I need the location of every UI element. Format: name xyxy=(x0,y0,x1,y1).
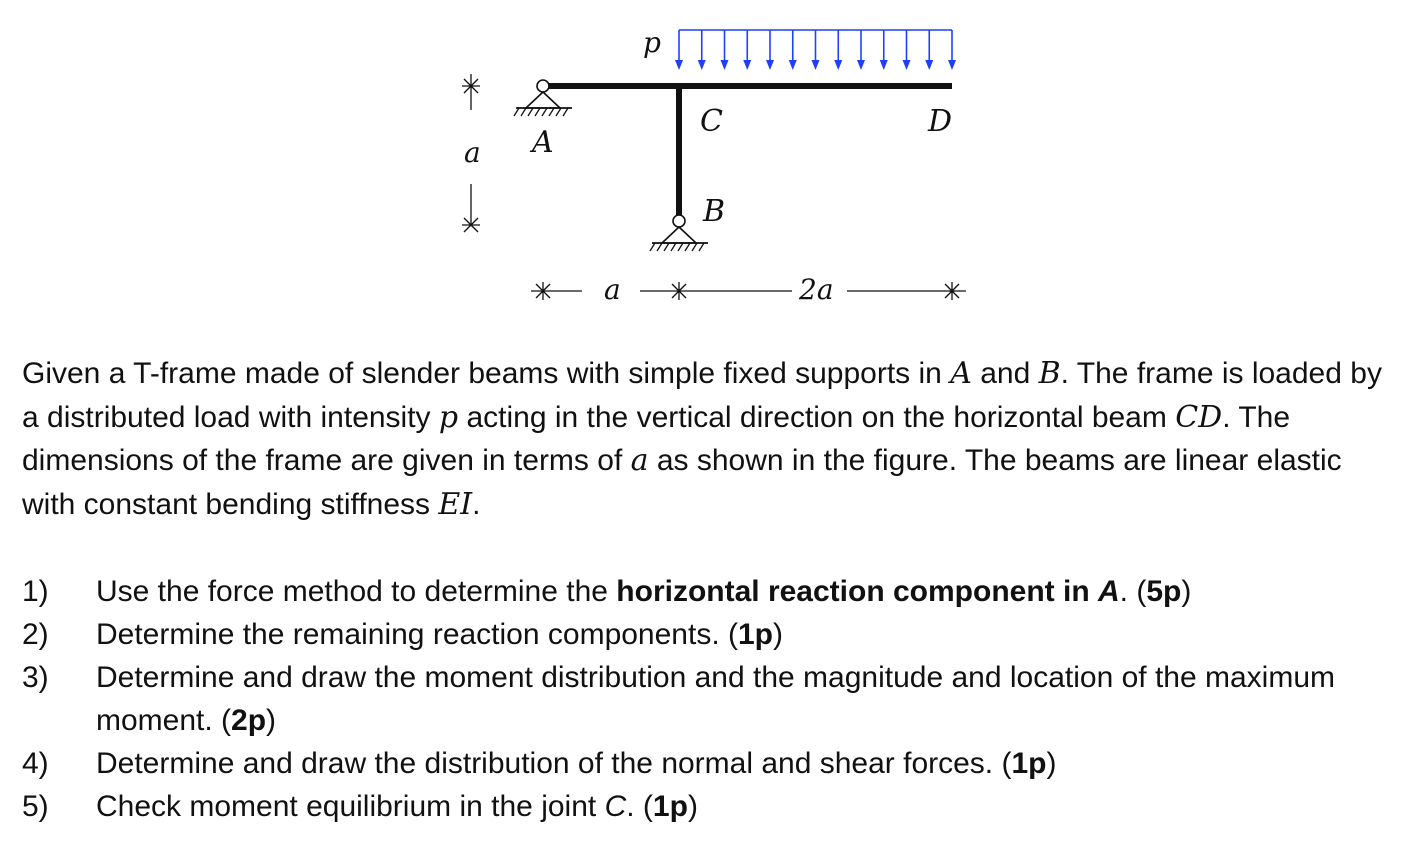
label-A: A xyxy=(532,125,554,160)
load-arrow-icon xyxy=(698,30,706,70)
support-B-icon xyxy=(650,215,708,251)
load-arrow-icon xyxy=(675,30,683,70)
load-arrow-icon xyxy=(857,30,865,70)
load-arrow-icon xyxy=(743,30,751,70)
task-item: 2) Determine the remaining reaction components. (1p) xyxy=(22,618,783,651)
load-arrow-icon xyxy=(721,30,729,70)
load-arrow-icon xyxy=(880,30,888,70)
load-arrow-icon xyxy=(834,30,842,70)
load-label: p xyxy=(643,26,661,59)
label-B: B xyxy=(703,194,726,229)
dim-horizontal-right-label: 2a xyxy=(799,273,834,306)
task-item: 4) Determine and draw the distribution of the normal and shear forces. (1p) xyxy=(22,747,1057,780)
dimension-horizontal xyxy=(531,282,966,300)
task-list xyxy=(22,570,1392,828)
load-arrow-icon xyxy=(789,30,797,70)
label-D: D xyxy=(928,104,953,139)
distributed-load xyxy=(675,30,956,70)
frame-figure xyxy=(0,0,1406,330)
load-arrow-icon xyxy=(948,30,956,70)
load-arrow-icon xyxy=(903,30,911,70)
load-arrow-icon xyxy=(925,30,933,70)
task-item: 5) Check moment equilibrium in the joint C. (1p) xyxy=(22,790,698,823)
problem-statement: Given a T-frame made of slender beams with simple fixed supports in A and B. The frame is loaded by a distributed load with intensity p acting in the vertical direction on the horizontal beam CD. The dimensions of the frame are given in terms of a as shown in the figure. The beams are linear elastic with constant bending stiffness EI. xyxy=(22,356,1382,522)
label-C: C xyxy=(700,104,723,139)
load-arrow-icon xyxy=(766,30,774,70)
task-item: 1) Use the force method to determine the horizontal reaction component in A. (5p) xyxy=(22,575,1192,608)
load-arrow-icon xyxy=(812,30,820,70)
dim-horizontal-left-label: a xyxy=(604,273,621,306)
dim-vertical-label: a xyxy=(464,136,481,169)
task-item: 3) Determine and draw the moment distribution and the magnitude and location of the maximum moment. (2p) xyxy=(22,661,1336,737)
